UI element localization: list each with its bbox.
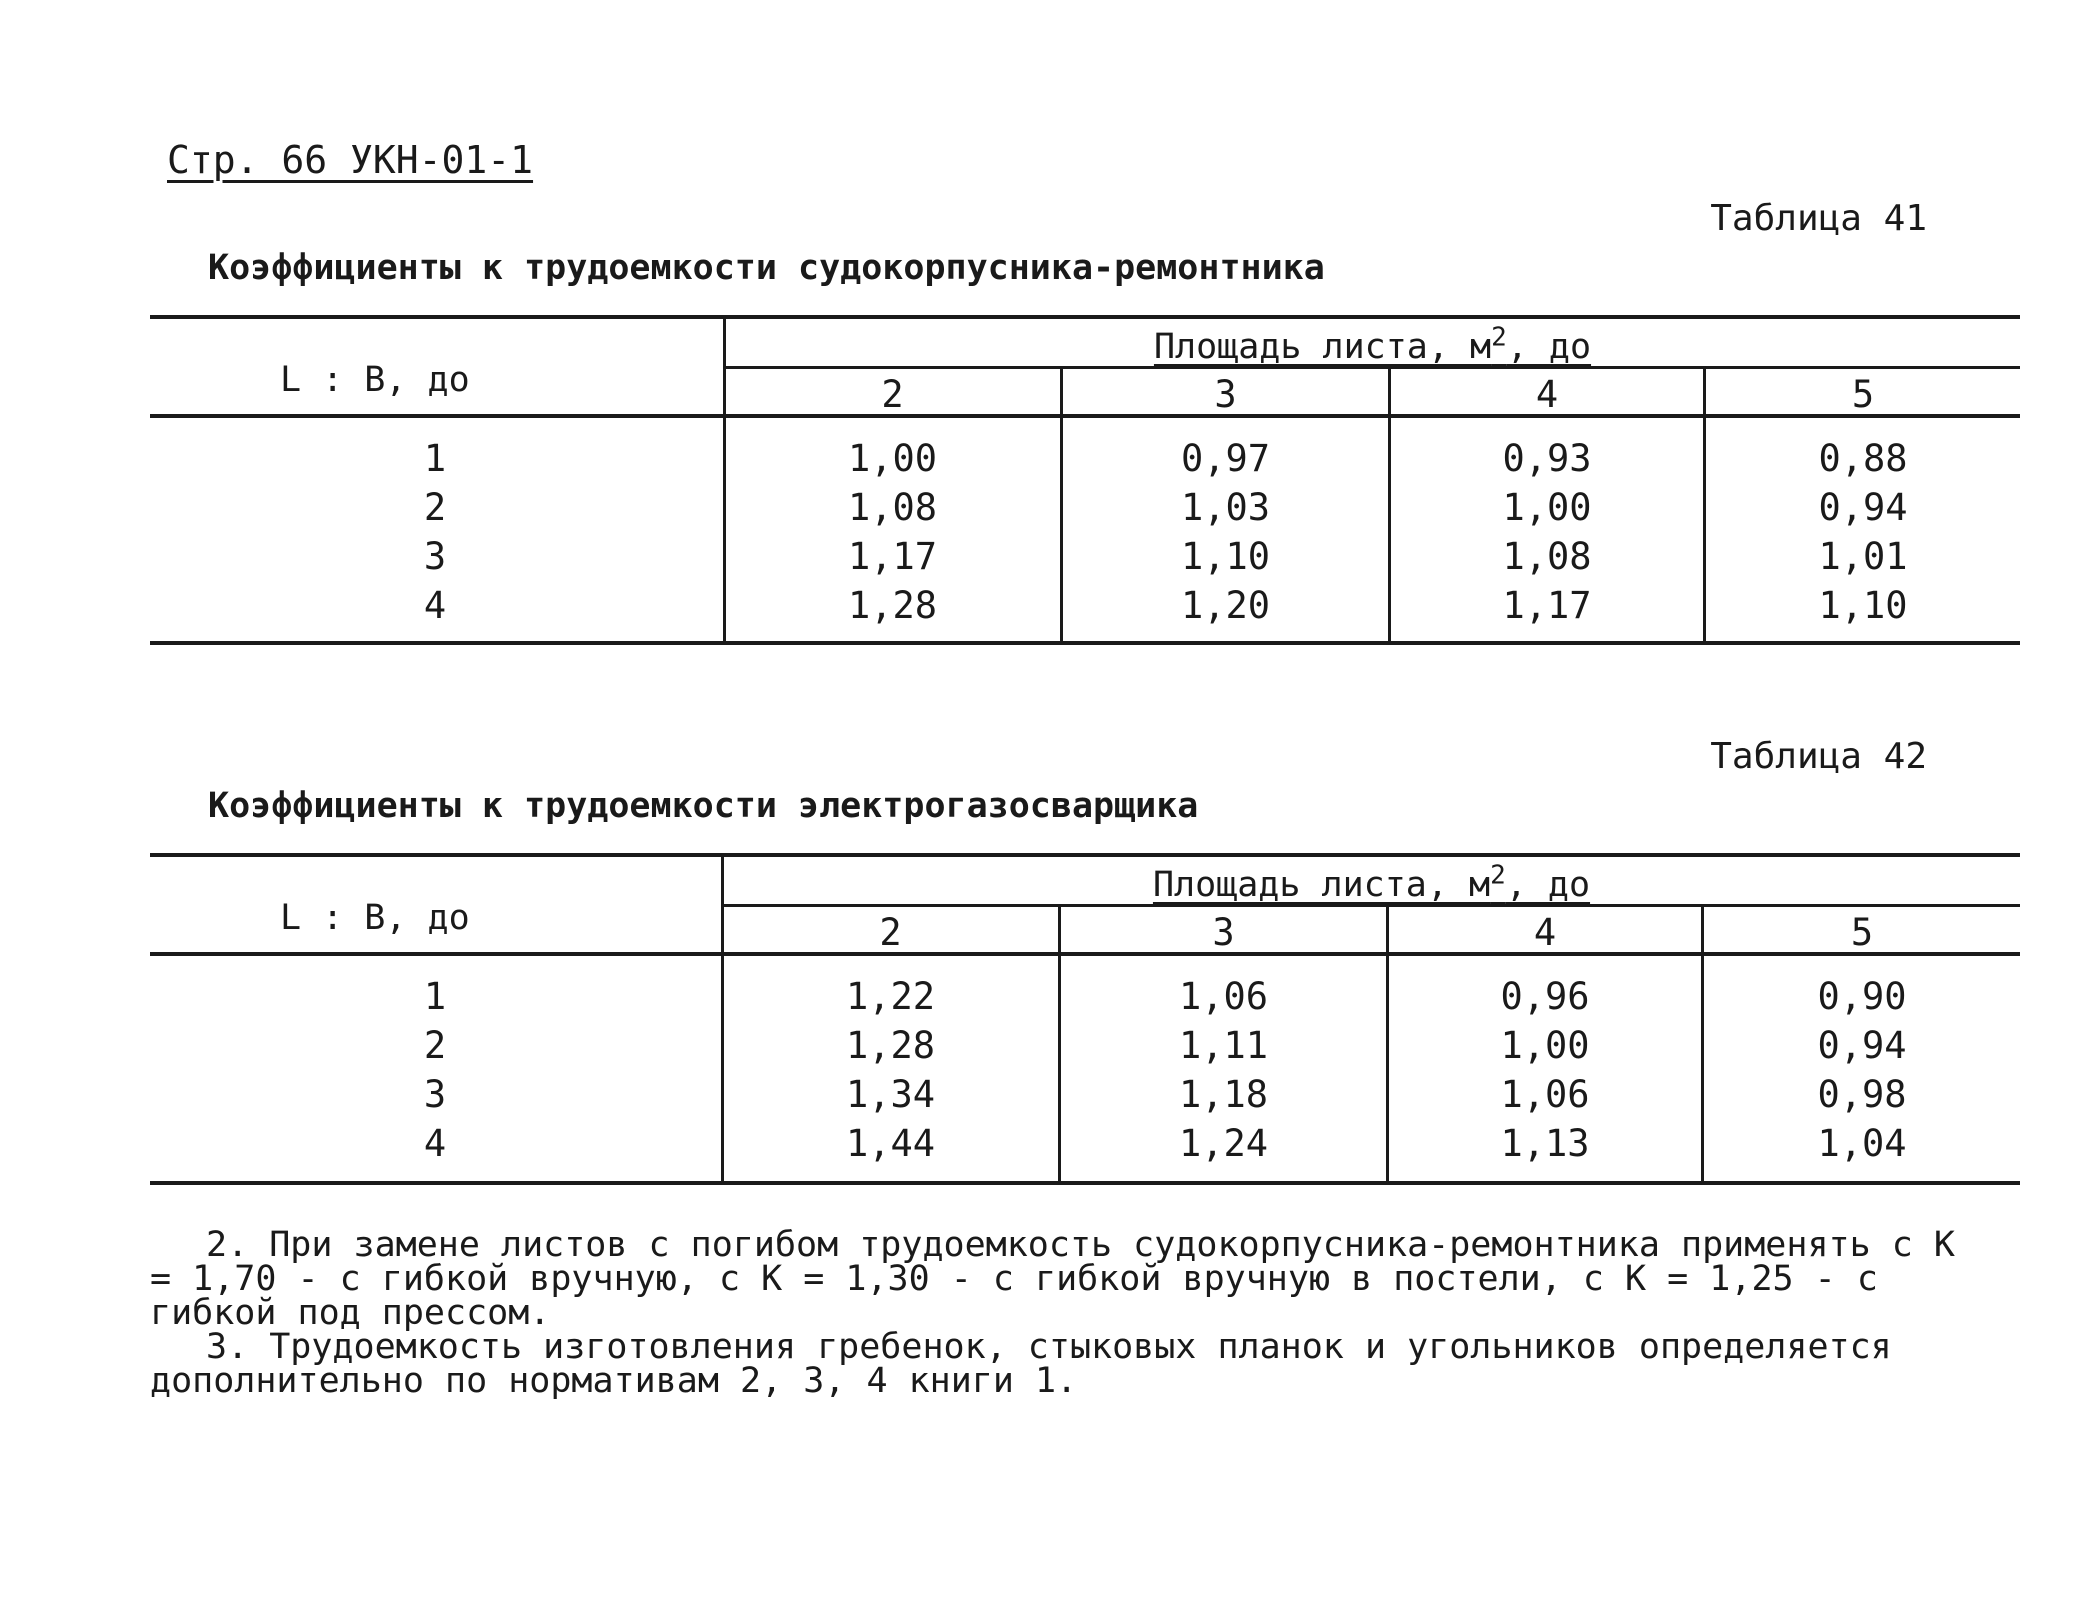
column-header: 5 bbox=[1850, 911, 1874, 954]
column-header: 3 bbox=[1212, 911, 1235, 954]
coefficient-table bbox=[150, 315, 2020, 645]
table-cell: 0,94 bbox=[1817, 1024, 1907, 1067]
table-cell: 1,06 bbox=[1178, 975, 1269, 1018]
row-label: 2 bbox=[423, 486, 447, 529]
note-paragraph: 2. При замене листов с погибом трудоемкость судокорпусника-ремонтника применять с К = 1,70 - с гибкой вручную, с К = 1,30 - с гибкой вручную в постели, с К = 1,25 - с гибкой под прессом. bbox=[150, 1225, 1955, 1333]
span-header bbox=[723, 860, 2020, 905]
span-header-suffix: , до bbox=[1506, 327, 1592, 367]
table-cell: 1,00 bbox=[1500, 1024, 1590, 1067]
table-cell: 1,28 bbox=[847, 584, 938, 627]
table-cell: 1,00 bbox=[847, 437, 938, 480]
table-cell: 1,20 bbox=[1180, 584, 1271, 627]
table-cell: 0,97 bbox=[1180, 437, 1271, 480]
table-cell: 0,90 bbox=[1817, 975, 1907, 1018]
row-label: 2 bbox=[423, 1024, 447, 1067]
table-cell: 1,03 bbox=[1180, 486, 1271, 529]
table-cell: 1,11 bbox=[1178, 1024, 1269, 1067]
table-cell: 1,13 bbox=[1500, 1122, 1590, 1165]
table-cell: 1,08 bbox=[1502, 535, 1592, 578]
table-cell: 0,98 bbox=[1817, 1073, 1907, 1116]
table-title: Коэффициенты к трудоемкости электрогазосварщика bbox=[208, 786, 1199, 826]
span-header bbox=[725, 322, 2020, 367]
row-header: L : B, до bbox=[280, 360, 470, 400]
span-header-superscript: 2 bbox=[1490, 860, 1506, 891]
table-top-rule bbox=[150, 853, 2020, 857]
column-header: 5 bbox=[1851, 373, 1875, 416]
table-number-label: Таблица 41 bbox=[1710, 198, 1927, 239]
table-title: Коэффициенты к трудоемкости судокорпусника-ремонтника bbox=[208, 248, 1325, 288]
column-header: 2 bbox=[881, 373, 904, 416]
row-label: 3 bbox=[423, 535, 447, 578]
row-label: 4 bbox=[423, 1122, 447, 1165]
note-paragraph: 3. Трудоемкость изготовления гребенок, стыковых планок и угольников определяется дополнительно по нормативам 2, 3, 4 книги 1. bbox=[150, 1327, 1892, 1401]
table-top-rule bbox=[150, 315, 2020, 319]
table-cell: 1,28 bbox=[845, 1024, 936, 1067]
table-cell: 1,10 bbox=[1818, 584, 1908, 627]
table-cell: 1,06 bbox=[1500, 1073, 1590, 1116]
table-number-label: Таблица 42 bbox=[1710, 736, 1927, 777]
table-cell: 1,44 bbox=[845, 1122, 936, 1165]
table-cell: 0,94 bbox=[1818, 486, 1908, 529]
span-header-text: Площадь листа, м bbox=[1153, 327, 1492, 367]
table-bottom-rule bbox=[150, 1181, 2020, 1185]
coefficient-table bbox=[150, 853, 2020, 1185]
column-header: 4 bbox=[1535, 373, 1559, 416]
span-header-text: Площадь листа, м bbox=[1152, 865, 1491, 905]
notes-section bbox=[150, 1225, 1980, 1401]
table-cell: 1,00 bbox=[1502, 486, 1592, 529]
span-header-superscript: 2 bbox=[1491, 322, 1507, 353]
page-header: Стр. 66 УКН-01-1 bbox=[167, 138, 534, 182]
table-cell: 1,01 bbox=[1818, 535, 1908, 578]
table-cell: 1,24 bbox=[1178, 1122, 1269, 1165]
table-cell: 1,22 bbox=[845, 975, 936, 1018]
table-bottom-rule bbox=[150, 641, 2020, 645]
row-header: L : B, до bbox=[280, 898, 470, 938]
table-cell: 1,34 bbox=[845, 1073, 936, 1116]
column-header: 4 bbox=[1533, 911, 1557, 954]
column-header: 2 bbox=[879, 911, 902, 954]
table-cell: 1,10 bbox=[1180, 535, 1271, 578]
row-label: 1 bbox=[423, 437, 447, 480]
table-cell: 0,93 bbox=[1502, 437, 1592, 480]
row-label: 1 bbox=[423, 975, 447, 1018]
span-header-suffix: , до bbox=[1505, 865, 1591, 905]
table-cell: 1,08 bbox=[847, 486, 938, 529]
table-cell: 1,17 bbox=[847, 535, 938, 578]
table-cell: 0,88 bbox=[1818, 437, 1908, 480]
table-cell: 1,18 bbox=[1178, 1073, 1269, 1116]
table-cell: 0,96 bbox=[1500, 975, 1590, 1018]
table-cell: 1,04 bbox=[1817, 1122, 1907, 1165]
row-label: 3 bbox=[423, 1073, 447, 1116]
column-header: 3 bbox=[1214, 373, 1237, 416]
table-cell: 1,17 bbox=[1502, 584, 1592, 627]
row-label: 4 bbox=[423, 584, 447, 627]
